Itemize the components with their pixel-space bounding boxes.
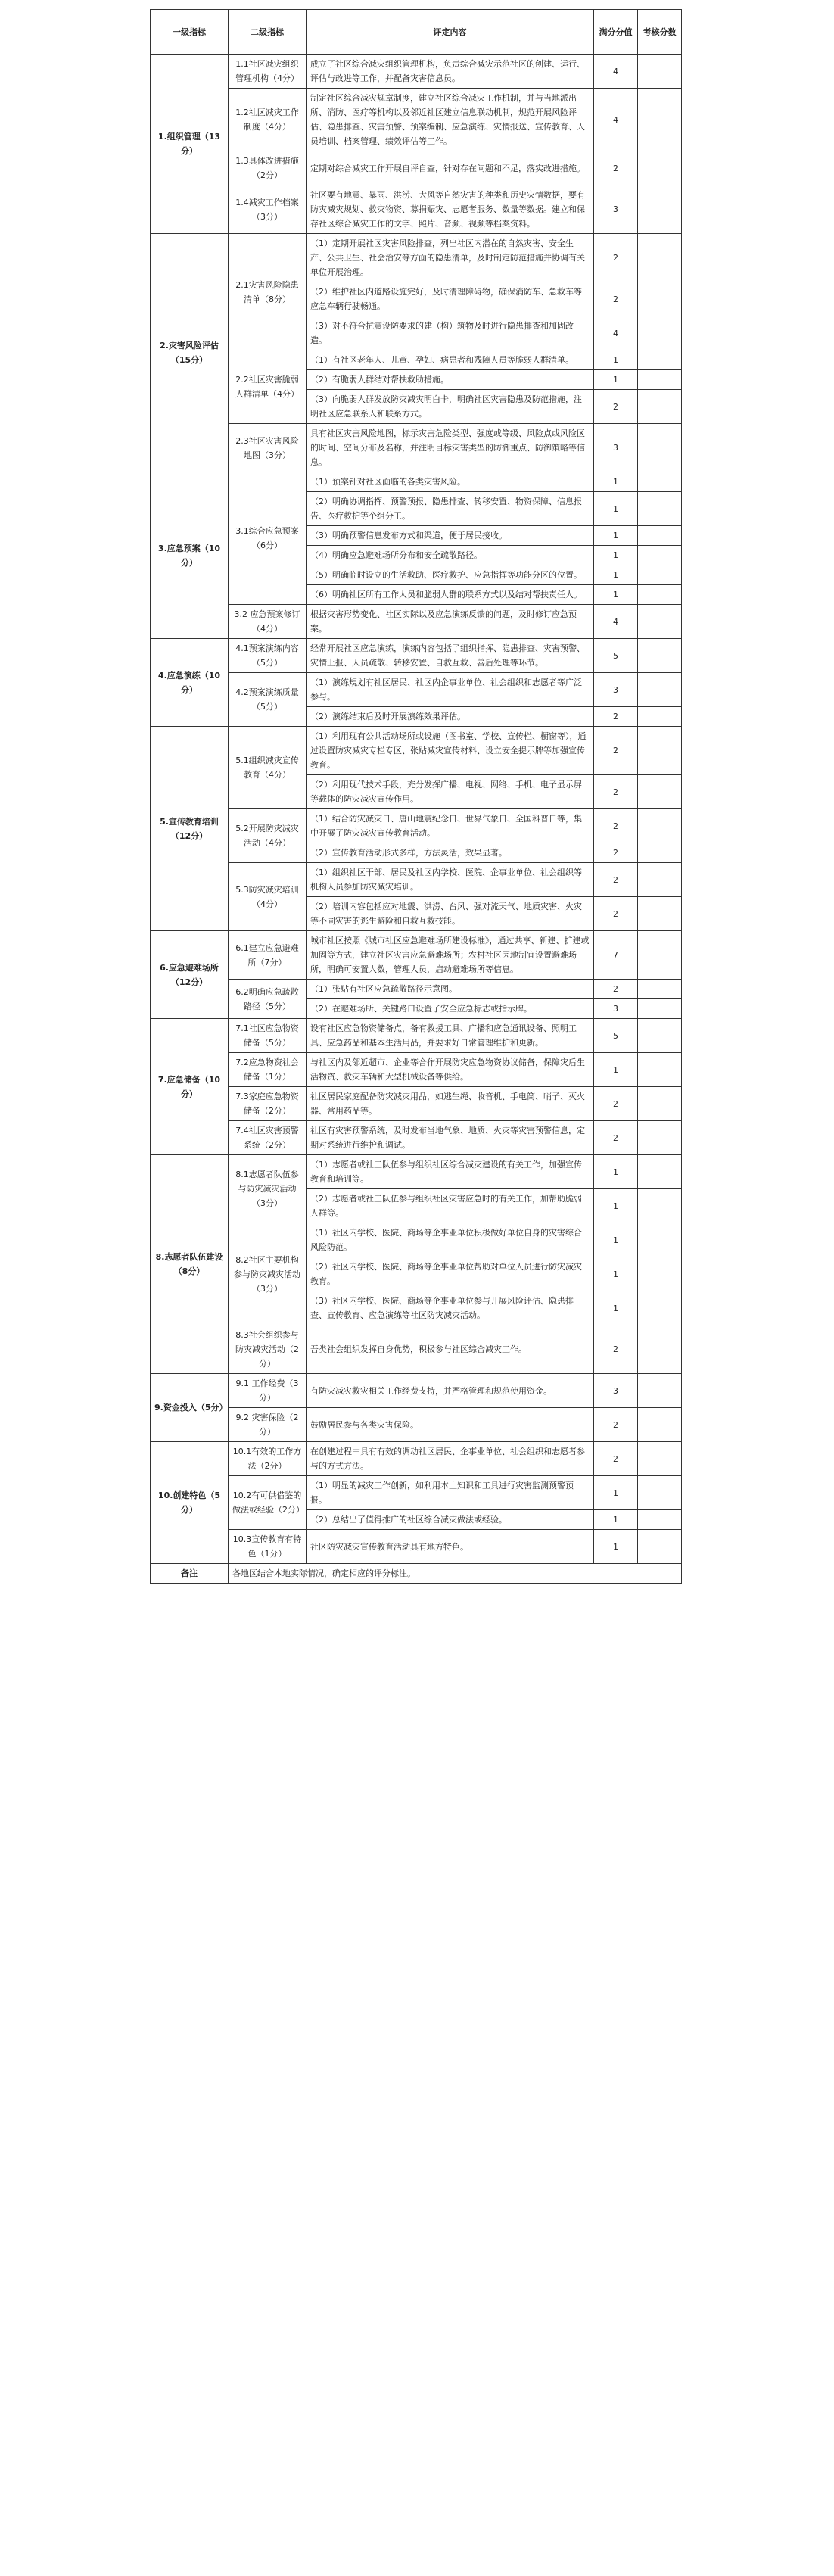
- level2-indicator: 6.2明确应急疏散路径（5分）: [229, 980, 307, 1019]
- level2-indicator: 8.3社会组织参与防灾减灾活动（2分）: [229, 1325, 307, 1374]
- assessment-content: （2）利用现代技术手段，充分发挥广播、电视、网络、手机、电子显示屏等载体的防灾减灾宣传作用。: [307, 775, 594, 809]
- table-row: [151, 727, 682, 775]
- assessed-score-cell[interactable]: [638, 1257, 682, 1291]
- assessment-content: 吾类社会组织发挥自身优势，积极参与社区综合减灾工作。: [307, 1325, 594, 1374]
- assessed-score-cell[interactable]: [638, 1189, 682, 1223]
- table-row: [151, 1374, 682, 1408]
- table-row: [151, 1223, 682, 1257]
- full-score: 1: [594, 1291, 638, 1325]
- level2-indicator: 9.1 工作经费（3分）: [229, 1374, 307, 1408]
- assessed-score-cell[interactable]: [638, 370, 682, 390]
- assessed-score-cell[interactable]: [638, 472, 682, 492]
- assessment-content: （1）演练規划有社区居民、社区内企事业单位、社会组织和志愿者等广泛参与。: [307, 673, 594, 707]
- assessed-score-cell[interactable]: [638, 282, 682, 316]
- header-assessed-score: 考核分数: [638, 10, 682, 55]
- level2-indicator: 10.2有可供借鉴的做法或经验（2分）: [229, 1476, 307, 1530]
- full-score: 4: [594, 605, 638, 639]
- level2-indicator: 6.1建立应急避难所（7分）: [229, 931, 307, 980]
- assessed-score-cell[interactable]: [638, 673, 682, 707]
- assessment-content: 社区防灾减灾宣传教育活动具有地方特色。: [307, 1530, 594, 1564]
- assessment-content: （3）对不符合抗震设防要求的建（构）筑物及时进行隐患排查和加固改造。: [307, 316, 594, 350]
- full-score: 2: [594, 1325, 638, 1374]
- assessed-score-cell[interactable]: [638, 639, 682, 673]
- full-score: 3: [594, 673, 638, 707]
- assessed-score-cell[interactable]: [638, 1053, 682, 1087]
- full-score: 1: [594, 1476, 638, 1510]
- level2-indicator: 1.3具体改进措施（2分）: [229, 151, 307, 185]
- full-score: 4: [594, 316, 638, 350]
- assessed-score-cell[interactable]: [638, 1087, 682, 1121]
- level1-indicator: 1.组织管理（13分）: [151, 55, 229, 234]
- full-score: 1: [594, 1530, 638, 1564]
- assessed-score-cell[interactable]: [638, 1019, 682, 1053]
- header-row: [151, 10, 682, 55]
- assessment-content: （3）社区内学校、医院、商场等企事业单位参与开展风险评估、隐患排查、宣传教育、应急演练等社区防灾减灾活动。: [307, 1291, 594, 1325]
- full-score: 3: [594, 185, 638, 234]
- full-score: 1: [594, 492, 638, 526]
- full-score: 2: [594, 234, 638, 282]
- assessed-score-cell[interactable]: [638, 863, 682, 897]
- full-score: 4: [594, 55, 638, 89]
- assessment-content: （2）宣传教育活动形式多样，方法灵活，效果显著。: [307, 843, 594, 863]
- full-score: 2: [594, 1121, 638, 1155]
- full-score: 2: [594, 1408, 638, 1442]
- assessed-score-cell[interactable]: [638, 424, 682, 472]
- table-row: [151, 234, 682, 282]
- level2-indicator: 7.2应急物资社会储备（1分）: [229, 1053, 307, 1087]
- full-score: 1: [594, 1189, 638, 1223]
- full-score: 1: [594, 546, 638, 565]
- header-full-score: 满分分值: [594, 10, 638, 55]
- level1-indicator: 2.灾害风险评估（15分）: [151, 234, 229, 472]
- level1-indicator: 7.应急储备（10分）: [151, 1019, 229, 1155]
- assessment-content: （1）志愿者或社工队伍参与组织社区综合减灾建设的有关工作，加强宣传教育和培训等。: [307, 1155, 594, 1189]
- assessed-score-cell[interactable]: [638, 809, 682, 843]
- assessment-content: （2）明确协调指挥、预警预报、隐患排查、转移安置、物资保障、信息报告、医疗救护等个组分工。: [307, 492, 594, 526]
- table-row: [151, 1121, 682, 1155]
- assessment-content: 在创建过程中具有有效的调动社区居民、企事业单位、社会组织和志愿者参与的方式方法。: [307, 1442, 594, 1476]
- full-score: 1: [594, 526, 638, 546]
- assessed-score-cell[interactable]: [638, 1291, 682, 1325]
- assessment-content: （1）有社区老年人、儿童、孕妇、病患者和残障人员等脆弱人群清单。: [307, 350, 594, 370]
- assessed-score-cell[interactable]: [638, 897, 682, 931]
- level2-indicator: 5.3防灾减灾培训（4分）: [229, 863, 307, 931]
- assessment-content: （1）利用现有公共活动场所或设施（图书室、学校、宣传栏、橱窗等），通过设置防灾减灾专栏专区、张贴减灾宣传材料、设立安全提示牌等加强宣传教育。: [307, 727, 594, 775]
- assessment-content: （2）总结出了值得推广的社区综合减灾做法或经验。: [307, 1510, 594, 1530]
- table-row: [151, 639, 682, 673]
- assessment-content: （2）维护社区内道路设施完好，及时清理障碍物，确保消防车、急救车等应急车辆行驶畅通。: [307, 282, 594, 316]
- table-row: [151, 424, 682, 472]
- table-row: [151, 89, 682, 151]
- full-score: 2: [594, 707, 638, 727]
- assessed-score-cell[interactable]: [638, 492, 682, 526]
- assessed-score-cell[interactable]: [638, 1510, 682, 1530]
- level2-indicator: 7.4社区灾害预警系统（2分）: [229, 1121, 307, 1155]
- table-row: [151, 55, 682, 89]
- full-score: 4: [594, 89, 638, 151]
- level2-indicator: 3.1综合应急预案（6分）: [229, 472, 307, 605]
- assessment-content: 鼓励居民参与各类灾害保险。: [307, 1408, 594, 1442]
- full-score: 1: [594, 1257, 638, 1291]
- level1-indicator: 4.应急演练（10分）: [151, 639, 229, 727]
- assessed-score-cell[interactable]: [638, 980, 682, 999]
- table-body: [151, 55, 682, 1584]
- full-score: 5: [594, 639, 638, 673]
- level2-indicator: 4.1预案演练内容（5分）: [229, 639, 307, 673]
- full-score: 1: [594, 1510, 638, 1530]
- assessed-score-cell[interactable]: [638, 1476, 682, 1510]
- assessment-content: （4）明确应急避难场所分布和安全疏散路径。: [307, 546, 594, 565]
- assessment-content: （1）张贴有社区应急疏散路径示意图。: [307, 980, 594, 999]
- table-row: [151, 350, 682, 370]
- assessment-content: 社区居民家庭配备防灾减灾用品，如逃生绳、收音机、手电筒、哨子、灭火器、常用药品等。: [307, 1087, 594, 1121]
- table-row: [151, 1155, 682, 1189]
- table-row: [151, 1408, 682, 1442]
- table-row: [151, 605, 682, 639]
- assessment-content: （2）社区内学校、医院、商场等企事业单位帮助对单位人员进行防灾减灾教育。: [307, 1257, 594, 1291]
- header-content: 评定内容: [307, 10, 594, 55]
- assessment-content: （1）结合防灾减灾日、唐山地震纪念日、世界气象日、全国科普日等，集中开展了防灾减灾宣传教育活动。: [307, 809, 594, 843]
- full-score: 1: [594, 370, 638, 390]
- assessed-score-cell[interactable]: [638, 585, 682, 605]
- table-row: [151, 472, 682, 492]
- level2-indicator: 2.3社区灾害风险地图（3分）: [229, 424, 307, 472]
- table-row: [151, 1442, 682, 1476]
- full-score: 2: [594, 775, 638, 809]
- level1-indicator: 8.志愿者队伍建设（8分）: [151, 1155, 229, 1374]
- assessment-content: （2）志愿者或社工队伍参与组织社区灾害应急时的有关工作，加帮助脆弱人群等。: [307, 1189, 594, 1223]
- full-score: 2: [594, 282, 638, 316]
- assessment-content: 具有社区灾害风险地图，标示灾害危险类型、强度或等级、风险点或风险区的时间、空间分布及名称，并注明目标灾害类型的防御重点、防御策略等信息。: [307, 424, 594, 472]
- full-score: 7: [594, 931, 638, 980]
- assessed-score-cell[interactable]: [638, 234, 682, 282]
- assessed-score-cell[interactable]: [638, 1442, 682, 1476]
- assessment-content: 经常开展社区应急演练，演练内容包括了组织指挥、隐患排查、灾害预警、灾情上报、人员疏散、转移安置、自救互救、善后处理等环节。: [307, 639, 594, 673]
- level2-indicator: 8.2社区主要机构参与防灾减灾活动（3分）: [229, 1223, 307, 1325]
- level2-indicator: 1.2社区减灾工作制度（4分）: [229, 89, 307, 151]
- level2-indicator: 9.2 灾害保险（2分）: [229, 1408, 307, 1442]
- score-table: [150, 9, 682, 1584]
- assessed-score-cell[interactable]: [638, 350, 682, 370]
- table-row: [151, 1530, 682, 1564]
- assessed-score-cell[interactable]: [638, 1121, 682, 1155]
- assessed-score-cell[interactable]: [638, 390, 682, 424]
- assessed-score-cell[interactable]: [638, 1155, 682, 1189]
- assessment-content: （2）演练结束后及时开展演练效果评估。: [307, 707, 594, 727]
- full-score: 1: [594, 1053, 638, 1087]
- assessment-content: （1）定期开展社区灾害风险排查，列出社区内潜在的自然灾害、安全生产、公共卫生、社会治安等方面的隐患清单，及时制定防范措施并协调有关单位开展治理。: [307, 234, 594, 282]
- assessment-content: 社区有灾害预警系统，及时发布当地气象、地质、火灾等灾害预警信息，定期对系统进行维护和调试。: [307, 1121, 594, 1155]
- assessed-score-cell[interactable]: [638, 316, 682, 350]
- assessment-content: （6）明确社区所有工作人员和脆弱人群的联系方式以及结对帮扶责任人。: [307, 585, 594, 605]
- level2-indicator: 5.1组织减灾宣传教育（4分）: [229, 727, 307, 809]
- table-row: [151, 931, 682, 980]
- assessment-content: （2）在避难场所、关键路口设置了安全应急标志或指示牌。: [307, 999, 594, 1019]
- table-row: [151, 151, 682, 185]
- level1-indicator: 3.应急预案（10分）: [151, 472, 229, 639]
- assessed-score-cell[interactable]: [638, 89, 682, 151]
- full-score: 2: [594, 843, 638, 863]
- assessment-content: 社区要有地震、暴雨、洪涝、大风等自然灾害的种类和历史灾情数据，要有防灾减灾规划、救灾物资、募捐赈灾、志愿者服务、数量等数据。建立和保存社区综合减灾工作的文字、照片、音频、视频等档案资料。: [307, 185, 594, 234]
- assessed-score-cell[interactable]: [638, 546, 682, 565]
- assessment-content: （1）社区内学校、医院、商场等企事业单位积极做好单位自身的灾害综合风险防范。: [307, 1223, 594, 1257]
- full-score: 1: [594, 1223, 638, 1257]
- full-score: 2: [594, 809, 638, 843]
- level1-indicator: 9.资金投入（5分）: [151, 1374, 229, 1442]
- table-row: [151, 1325, 682, 1374]
- table-row: [151, 1019, 682, 1053]
- assessment-content: 根据灾害形势变化、社区实际以及应急演练反馈的问题，及时修订应急预案。: [307, 605, 594, 639]
- assessment-content: （2）有脆弱人群结对帮扶救助措施。: [307, 370, 594, 390]
- assessment-content: （3）明确预警信息发布方式和渠道，便于居民接收。: [307, 526, 594, 546]
- assessment-content: 定期对综合减灾工作开展自评自查，针对存在问题和不足，落实改进措施。: [307, 151, 594, 185]
- assessment-content: 成立了社区综合减灾组织管理机构，负责综合减灾示范社区的创建、运行、评估与改进等工作，并配备灾害信息员。: [307, 55, 594, 89]
- assessed-score-cell[interactable]: [638, 565, 682, 585]
- table-row: [151, 1053, 682, 1087]
- level2-indicator: 3.2 应急预案修订（4分）: [229, 605, 307, 639]
- full-score: 3: [594, 1374, 638, 1408]
- full-score: 1: [594, 585, 638, 605]
- level2-indicator: 2.2社区灾害脆弱人群清单（4分）: [229, 350, 307, 424]
- assessed-score-cell[interactable]: [638, 1223, 682, 1257]
- level2-indicator: 4.2预案演练质量（5分）: [229, 673, 307, 727]
- assessed-score-cell[interactable]: [638, 999, 682, 1019]
- note-text: 各地区结合本地实际情况，确定相应的评分标注。: [229, 1564, 682, 1584]
- assessed-score-cell[interactable]: [638, 1374, 682, 1408]
- assessed-score-cell[interactable]: [638, 775, 682, 809]
- assessed-score-cell[interactable]: [638, 1408, 682, 1442]
- full-score: 1: [594, 565, 638, 585]
- assessed-score-cell[interactable]: [638, 931, 682, 980]
- assessment-content: 与社区内及邻近超市、企业等合作开展防灾应急物资协议储备，保障灾后生活物资、救灾车辆和大型机械设备等供给。: [307, 1053, 594, 1087]
- assessed-score-cell[interactable]: [638, 605, 682, 639]
- level2-indicator: 7.3家庭应急物资储备（2分）: [229, 1087, 307, 1121]
- full-score: 3: [594, 424, 638, 472]
- level1-indicator: 10.创建特色（5分）: [151, 1442, 229, 1564]
- full-score: 2: [594, 863, 638, 897]
- full-score: 2: [594, 980, 638, 999]
- assessed-score-cell[interactable]: [638, 1530, 682, 1564]
- level2-indicator: 5.2开展防灾减灾活动（4分）: [229, 809, 307, 863]
- table-row: [151, 809, 682, 843]
- assessment-content: （2）培训内容包括应对地震、洪涝、台风、强对流天气、地质灾害、火灾等不同灾害的逃生避险和自救互救技能。: [307, 897, 594, 931]
- level1-indicator: 6.应急避难场所（12分）: [151, 931, 229, 1019]
- full-score: 2: [594, 1087, 638, 1121]
- full-score: 2: [594, 151, 638, 185]
- assessed-score-cell[interactable]: [638, 727, 682, 775]
- level2-indicator: 10.1有效的工作方法（2分）: [229, 1442, 307, 1476]
- level2-indicator: 2.1灾害风险隐患清单（8分）: [229, 234, 307, 350]
- assessment-content: 制定社区综合减灾规章制度，建立社区综合减灾工作机制，并与当地派出所、消防、医疗等机构以及邻近社区建立信息联动机制，规范开展风险评估、隐患排查、灾害预警、预案编制、应急演练、灾情报送、宣传教育、人员培训、档案管理、绩效评估等工作。: [307, 89, 594, 151]
- assessment-content: 设有社区应急物资储备点，备有救援工具、广播和应急通讯设备、照明工具、应急药品和基本生活用品，并要求好日常管理维护和更新。: [307, 1019, 594, 1053]
- full-score: 5: [594, 1019, 638, 1053]
- assessed-score-cell[interactable]: [638, 1325, 682, 1374]
- level1-indicator: 5.宣传教育培训（12分）: [151, 727, 229, 931]
- assessed-score-cell[interactable]: [638, 185, 682, 234]
- full-score: 2: [594, 897, 638, 931]
- assessment-content: （1）预案针对社区面临的各类灾害风险。: [307, 472, 594, 492]
- assessed-score-cell[interactable]: [638, 55, 682, 89]
- note-row: [151, 1564, 682, 1584]
- full-score: 3: [594, 999, 638, 1019]
- full-score: 1: [594, 472, 638, 492]
- level2-indicator: 7.1社区应急物资储备（5分）: [229, 1019, 307, 1053]
- level2-indicator: 8.1志愿者队伍参与防灾减灾活动（3分）: [229, 1155, 307, 1223]
- assessment-content: （1）明显的减灾工作创新，如利用本土知识和工具进行灾害监测预警预报。: [307, 1476, 594, 1510]
- assessment-content: 城市社区按照《城市社区应急避难场所建设标准》，通过共享、新建、扩建或加固等方式，建立社区灾害应急避难场所；农村社区因地制宜设置避难场所，明确可安置人数，管理人员，启动避难场所等信息。: [307, 931, 594, 980]
- level2-indicator: 1.4减灾工作档案（3分）: [229, 185, 307, 234]
- header-level2: 二级指标: [229, 10, 307, 55]
- full-score: 1: [594, 1155, 638, 1189]
- full-score: 1: [594, 350, 638, 370]
- full-score: 2: [594, 1442, 638, 1476]
- assessed-score-cell[interactable]: [638, 151, 682, 185]
- level2-indicator: 1.1社区减灾组织管理机构（4分）: [229, 55, 307, 89]
- full-score: 2: [594, 390, 638, 424]
- assessed-score-cell[interactable]: [638, 707, 682, 727]
- table-row: [151, 185, 682, 234]
- assessment-content: （1）组织社区干部、居民及社区内学校、医院、企事业单位、社会组织等机构人员参加防灾减灾培训。: [307, 863, 594, 897]
- table-row: [151, 980, 682, 999]
- table-row: [151, 673, 682, 707]
- header-level1: 一级指标: [151, 10, 229, 55]
- table-row: [151, 1087, 682, 1121]
- assessed-score-cell[interactable]: [638, 843, 682, 863]
- level2-indicator: 10.3宣传教育有特色（1分）: [229, 1530, 307, 1564]
- assessment-content: （5）明确临时设立的生活救助、医疗救护、应急指挥等功能分区的位置。: [307, 565, 594, 585]
- full-score: 2: [594, 727, 638, 775]
- table-row: [151, 863, 682, 897]
- assessment-content: （3）向脆弱人群发放防灾减灾明白卡，明确社区灾害隐患及防范措施，注明社区应急联系人和联系方式。: [307, 390, 594, 424]
- note-label: 备注: [151, 1564, 229, 1584]
- table-row: [151, 1476, 682, 1510]
- assessment-content: 有防灾减灾救灾相关工作经费支持，并严格管理和规范使用资金。: [307, 1374, 594, 1408]
- assessed-score-cell[interactable]: [638, 526, 682, 546]
